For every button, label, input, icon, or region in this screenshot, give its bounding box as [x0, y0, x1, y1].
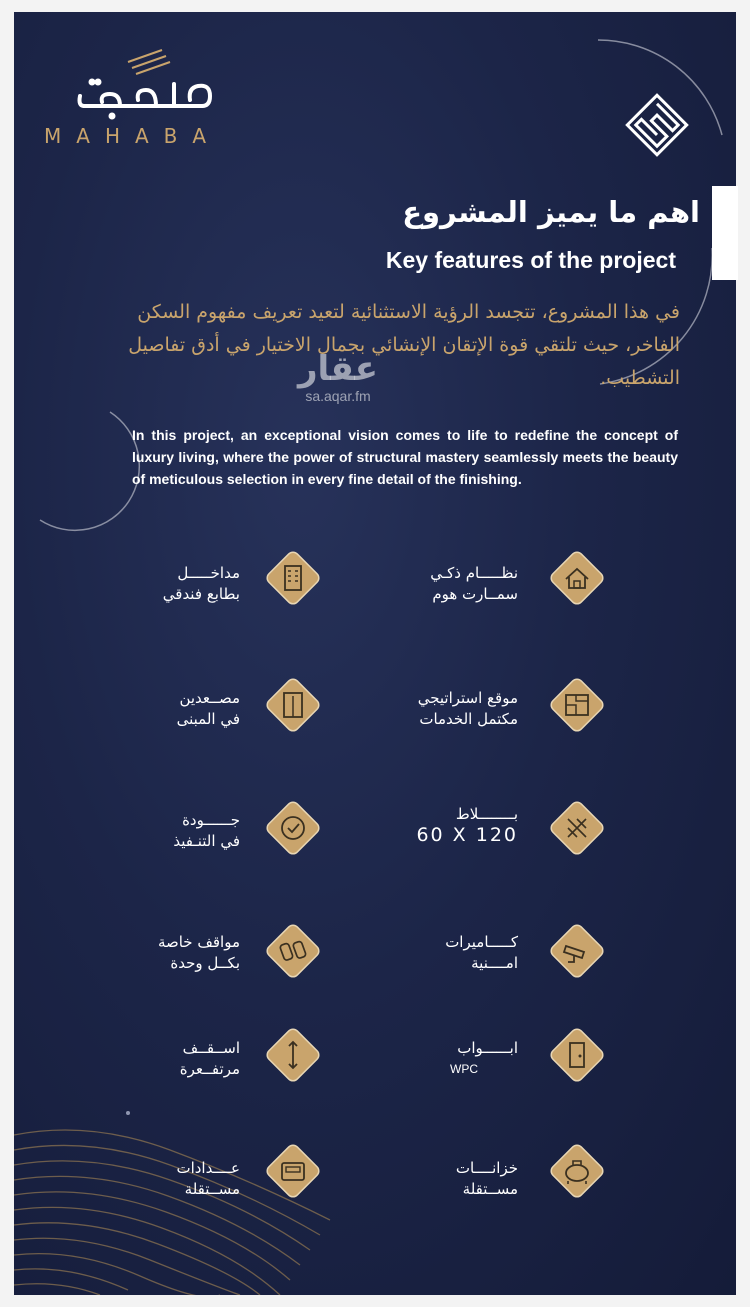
title-arabic: اهم ما يميز المشروع [402, 195, 700, 229]
watermark-url: sa.aqar.fm [305, 388, 371, 404]
feature-line1: خزانــــات [455, 1159, 518, 1177]
feature-line1: موقع استراتيجي [417, 689, 518, 707]
feature-line1: اســقــف [182, 1039, 240, 1057]
title-english: Key features of the project [385, 247, 676, 273]
developer-monogram-icon [624, 92, 690, 158]
feature-line2: بطابع فندقي [162, 585, 240, 603]
water-tank-icon [546, 1140, 608, 1202]
meter-icon [262, 1140, 324, 1202]
feature-doors [368, 1038, 518, 1080]
mahaba-logo-icon [70, 44, 220, 124]
high-ceiling-icon [262, 1024, 324, 1086]
elevator-icon [262, 674, 324, 736]
building-icon [262, 547, 324, 609]
aqar-watermark [278, 350, 398, 404]
feature-line2: في المبنى [176, 710, 240, 728]
location-map-icon [546, 674, 608, 736]
feature-line2: في التنـفيذ [173, 832, 240, 850]
feature-entrances [90, 563, 240, 605]
feature-line2: امــــنية [471, 954, 518, 972]
feature-cameras [368, 932, 518, 974]
feature-ceilings [90, 1038, 240, 1080]
feature-line2: WPC [450, 1062, 478, 1076]
watermark-text: عقار [297, 349, 379, 389]
feature-line2: مســتقلة [462, 1180, 518, 1198]
feature-tiles [368, 804, 518, 846]
feature-line1: جــــــودة [182, 811, 240, 829]
side-tab [712, 186, 738, 280]
quality-badge-icon [262, 797, 324, 859]
frame-top [0, 0, 750, 12]
mahaba-wordmark: MAHABA [44, 124, 222, 148]
feature-quality [90, 810, 240, 852]
feature-line1: ابــــــواب [457, 1039, 518, 1057]
feature-line2: بكــل وحدة [170, 954, 240, 972]
feature-line2: سمــارت هوم [432, 585, 518, 603]
feature-meters [90, 1158, 240, 1200]
intro-arabic: في هذا المشروع، تتجسد الرؤية الاستثنائية لتعيد تعريف مفهوم السكن الفاخر، حيث تلتقي قوة الإتقان الإنشائي بجمال الاختيار في أدق تفاصيل التشطيب. [128, 301, 680, 389]
feature-parking [90, 932, 240, 974]
feature-line2: مســتقلة [184, 1180, 240, 1198]
feature-line1: مصــعدين [179, 689, 240, 707]
frame-right [736, 0, 750, 1307]
feature-location [368, 688, 518, 730]
feature-line2: 60 X 120 [416, 824, 518, 846]
feature-smart-home [368, 563, 518, 605]
feature-line1: بــــــــلاط [455, 805, 518, 823]
feature-line1: كـــــاميرات [445, 933, 518, 951]
feature-line2: مكتمل الخدمات [419, 710, 518, 728]
frame-left [0, 0, 14, 1307]
frame-bottom [0, 1295, 750, 1307]
feature-water-tanks [368, 1158, 518, 1200]
feature-line1: عــــدادات [176, 1159, 240, 1177]
feature-line1: مداخـــــل [177, 564, 240, 582]
parking-cars-icon [262, 920, 324, 982]
tiles-icon [546, 797, 608, 859]
feature-elevators [90, 688, 240, 730]
feature-line1: نظـــــام ذكـي [430, 564, 518, 582]
smart-home-icon [546, 547, 608, 609]
feature-line1: مواقف خاصة [157, 933, 240, 951]
intro-english: In this project, an exceptional vision comes to life to redefine the concept of luxury living, where the power of structural mastery seamlessly meets the beauty of meticulous selection in every fine detail of the finishing. [132, 427, 678, 487]
security-camera-icon [546, 920, 608, 982]
door-icon [546, 1024, 608, 1086]
feature-line2: مرتفــعرة [179, 1060, 240, 1078]
